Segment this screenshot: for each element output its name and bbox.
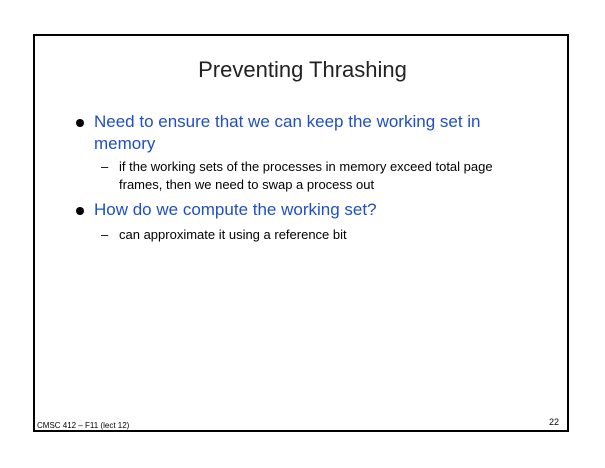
dash-icon: –: [101, 159, 109, 174]
slide-title: Preventing Thrashing: [198, 57, 407, 82]
bullet-dot-icon: [76, 119, 84, 127]
footer-course-label: CMSC 412 – F11 (lect 12): [37, 421, 130, 430]
sub-bullet-text: can approximate it using a reference bit: [119, 227, 347, 242]
sub-bullet-text: if the working sets of the processes in memory exceed total page frames, then we need to swap a process out: [119, 159, 493, 192]
bullet-text: Need to ensure that we can keep the working set in memory: [94, 112, 481, 153]
page-number: 22: [549, 417, 560, 427]
dash-icon: –: [101, 227, 109, 242]
bullet-text: How do we compute the working set?: [94, 200, 377, 219]
bullet-dot-icon: [76, 207, 84, 215]
